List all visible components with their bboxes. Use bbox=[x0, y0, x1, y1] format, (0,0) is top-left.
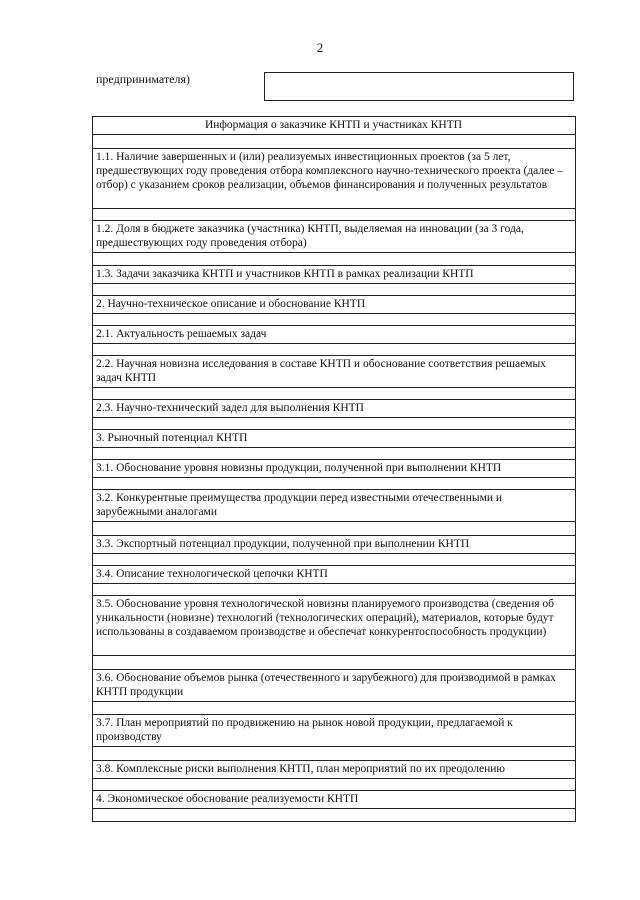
row-3-6-answer[interactable] bbox=[93, 702, 575, 715]
table-header: Информация о заказчике КНТП и участниках КНТП bbox=[93, 117, 575, 135]
row-2-3-answer[interactable] bbox=[93, 418, 575, 430]
row-2-1-answer[interactable] bbox=[93, 344, 575, 356]
row-2-1-label: 2.1. Актуальность решаемых задач bbox=[93, 326, 575, 344]
applicant-type-suffix: предпринимателя) bbox=[96, 72, 190, 86]
row-2-2-answer[interactable] bbox=[93, 388, 575, 400]
row-3-5-label: 3.5. Обоснование уровня технологической новизны планируемого производства (сведения об уникальности (новизне) технологий (технологических операций), материалов, которые будут использованы в создаваемом производстве и обеспечат конкурентоспособность продукции) bbox=[93, 596, 575, 656]
row-3-5-answer[interactable] bbox=[93, 656, 575, 670]
row-3-8-label: 3.8. Комплексные риски выполнения КНТП, план мероприятий по их преодолению bbox=[93, 761, 575, 779]
row-3-3-answer[interactable] bbox=[93, 554, 575, 566]
row-3-2-answer[interactable] bbox=[93, 522, 575, 536]
row-2-answer[interactable] bbox=[93, 314, 575, 326]
row-3-label: 3. Рыночный потенциал КНТП bbox=[93, 430, 575, 448]
row-3-1-answer[interactable] bbox=[93, 478, 575, 490]
row-3-1-label: 3.1. Обоснование уровня новизны продукции, полученной при выполнении КНТП bbox=[93, 460, 575, 478]
row-3-4-answer[interactable] bbox=[93, 584, 575, 596]
row-1-1-label: 1.1. Наличие завершенных и (или) реализуемых инвестиционных проектов (за 5 лет, предшествующих году проведения отбора комплексного научно-технического проекта (далее – отбор) с указанием сроков реализации, объемов финансирования и полученных результатов bbox=[93, 149, 575, 209]
row-1-2-label: 1.2. Доля в бюджете заказчика (участника) КНТП, выделяемая на инновации (за 3 года, предшествующих году проведения отбора) bbox=[93, 221, 575, 253]
row-3-2-label: 3.2. Конкурентные преимущества продукции перед известными отечественными и зарубежными аналогами bbox=[93, 490, 575, 522]
row-4-label: 4. Экономическое обоснование реализуемости КНТП bbox=[93, 791, 575, 809]
row-3-7-answer[interactable] bbox=[93, 747, 575, 761]
row-3-8-answer[interactable] bbox=[93, 779, 575, 791]
row-1-3-label: 1.3. Задачи заказчика КНТП и участников КНТП в рамках реализации КНТП bbox=[93, 266, 575, 284]
row-4-answer[interactable] bbox=[93, 809, 575, 821]
row-3-3-label: 3.3. Экспортный потенциал продукции, полученной при выполнении КНТП bbox=[93, 536, 575, 554]
row-2-label: 2. Научно-техническое описание и обоснование КНТП bbox=[93, 296, 575, 314]
applicant-field[interactable] bbox=[264, 72, 574, 101]
page-number: 2 bbox=[316, 40, 324, 55]
project-info-table bbox=[92, 116, 576, 822]
row-2-2-label: 2.2. Научная новизна исследования в составе КНТП и обоснование соответствия решаемых задач КНТП bbox=[93, 356, 575, 388]
row-3-7-label: 3.7. План мероприятий по продвижению на рынок новой продукции, предлагаемой к производству bbox=[93, 715, 575, 747]
row-1-2-answer[interactable] bbox=[93, 253, 575, 266]
row-3-6-label: 3.6. Обоснование объемов рынка (отечественного и зарубежного) для производимой в рамках КНТП продукции bbox=[93, 670, 575, 702]
header-blank-row[interactable] bbox=[93, 135, 575, 149]
row-1-3-answer[interactable] bbox=[93, 284, 575, 296]
row-3-answer[interactable] bbox=[93, 448, 575, 460]
row-2-3-label: 2.3. Научно-технический задел для выполнения КНТП bbox=[93, 400, 575, 418]
row-1-1-answer[interactable] bbox=[93, 209, 575, 221]
row-3-4-label: 3.4. Описание технологической цепочки КНТП bbox=[93, 566, 575, 584]
